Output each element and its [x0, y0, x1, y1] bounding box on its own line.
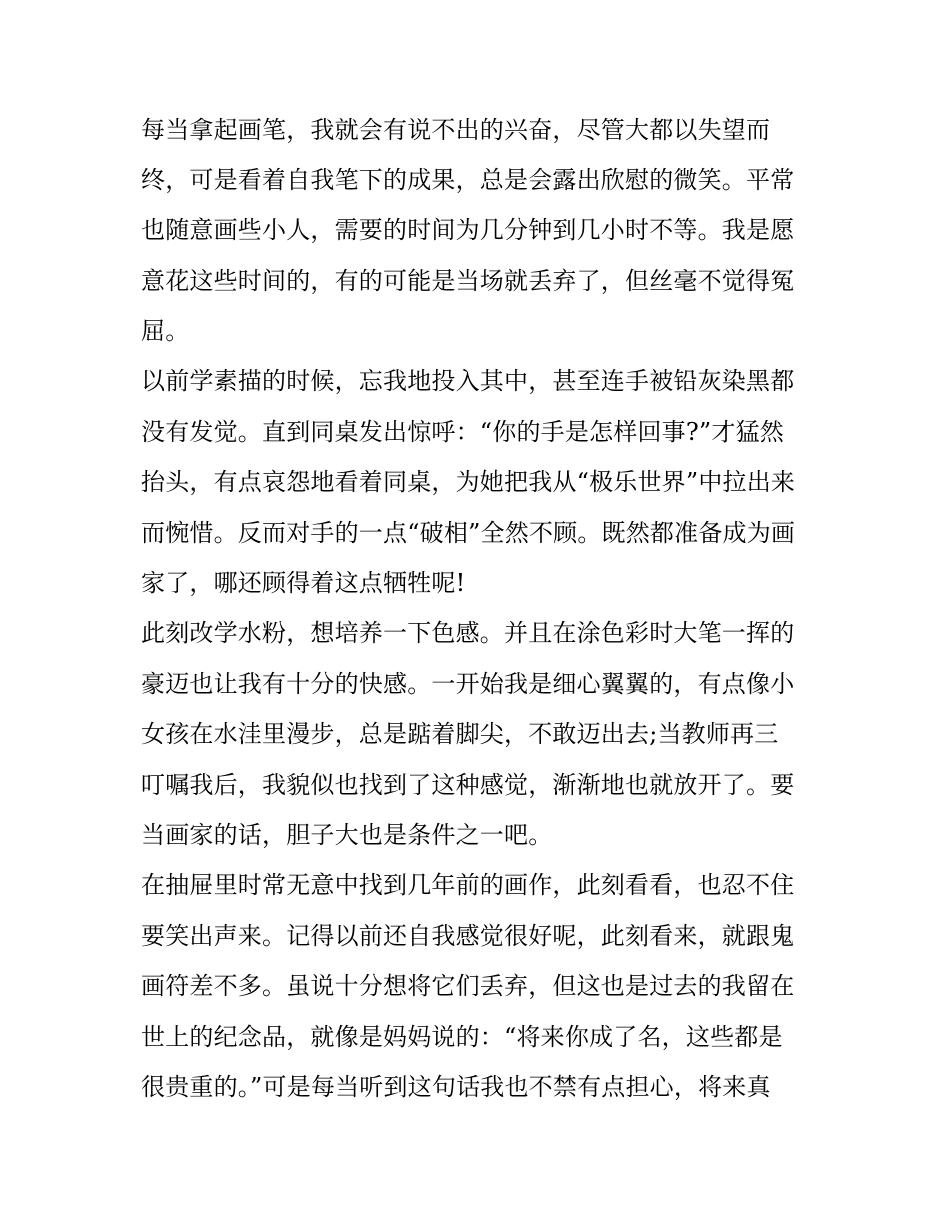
text-line: 终，可是看着自我笔下的成果，总是会露出欣慰的微笑。平常 [141, 166, 795, 194]
text-line: 没有发觉。直到同桌发出惊呼：“你的手是怎样回事?”才猛然 [141, 418, 785, 446]
text-line: 很贵重的。”可是每当听到这句话我也不禁有点担心，将来真 [141, 1073, 771, 1101]
text-line: 而惋惜。反而对手的一点“破相”全然不顾。既然都准备成为画 [141, 519, 796, 547]
text-line: 在抽屉里时常无意中找到几年前的画作，此刻看看，也忍不住 [141, 871, 795, 899]
text-line: 以前学素描的时候，忘我地投入其中，甚至连手被铅灰染黑都 [141, 367, 795, 395]
text-line: 叮嘱我后，我貌似也找到了这种感觉，渐渐地也就放开了。要 [141, 771, 795, 799]
text-line: 意花这些时间的，有的可能是当场就丢弃了，但丝毫不觉得冤 [141, 267, 795, 295]
text-line: 当画家的话，胆子大也是条件之一吧。 [141, 821, 553, 849]
text-line: 画符差不多。虽说十分想将它们丢弃，但这也是过去的我留在 [141, 972, 795, 1000]
text-line: 抬头，有点哀怨地看着同桌，为她把我从“极乐世界”中拉出来 [141, 468, 796, 496]
text-line: 每当拿起画笔，我就会有说不出的兴奋，尽管大都以失望而 [141, 116, 771, 144]
text-line: 女孩在水洼里漫步，总是踮着脚尖，不敢迈出去;当教师再三 [141, 720, 779, 748]
text-line: 世上的纪念品，就像是妈妈说的：“将来你成了名，这些都是 [141, 1023, 783, 1051]
text-line: 也随意画些小人，需要的时间为几分钟到几小时不等。我是愿 [141, 216, 795, 244]
text-line: 要笑出声来。记得以前还自我感觉很好呢，此刻看来，就跟鬼 [141, 922, 795, 950]
text-line: 豪迈也让我有十分的快感。一开始我是细心翼翼的，有点像小 [141, 670, 795, 698]
text-line: 家了，哪还顾得着这点牺牲呢! [141, 569, 466, 597]
text-line: 此刻改学水粉，想培养一下色感。并且在涂色彩时大笔一挥的 [141, 619, 795, 647]
text-line: 屈。 [141, 317, 190, 345]
